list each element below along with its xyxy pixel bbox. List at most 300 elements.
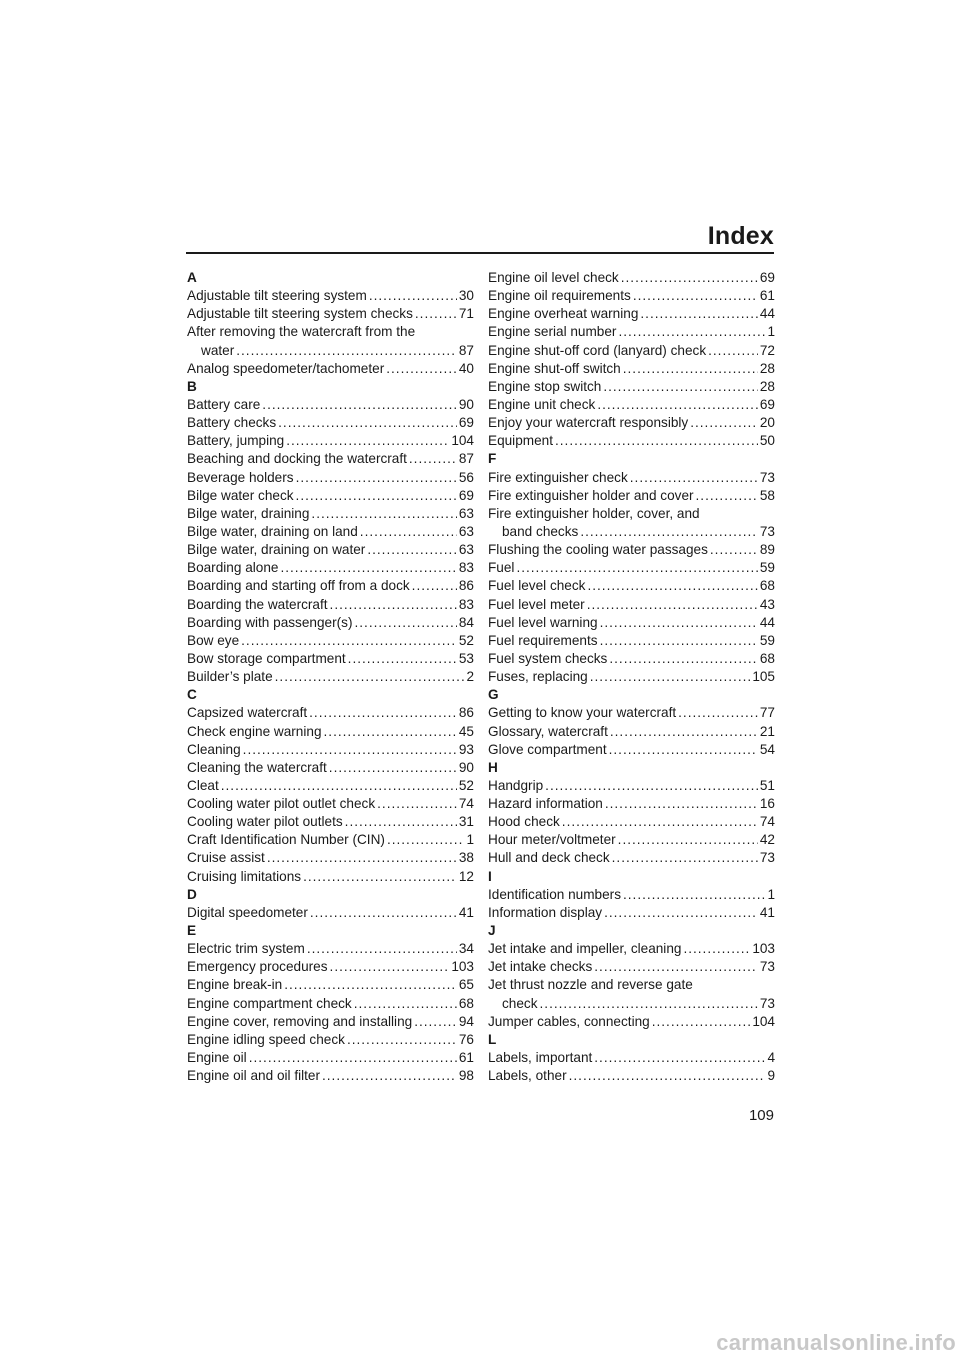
index-entry-page: 73 (759, 469, 775, 485)
index-entry-page: 74 (458, 796, 474, 812)
index-entry-page: 83 (458, 560, 474, 576)
index-entry-page: 68 (759, 650, 775, 666)
leader-dots (275, 668, 465, 686)
leader-dots (221, 777, 457, 795)
index-entry (187, 487, 474, 505)
index-entry-label: Enjoy your watercraft responsibly (488, 415, 689, 431)
index-entry-label: Analog speedometer/tachometer (187, 360, 385, 376)
index-entry-label: Adjustable tilt steering system checks (187, 306, 413, 322)
index-entry (488, 886, 775, 904)
index-entry-page: 16 (759, 796, 775, 812)
index-entry (187, 469, 474, 487)
leader-dots (618, 831, 758, 849)
index-entry-label: Beaching and docking the watercraft (187, 451, 407, 467)
index-entry (488, 559, 775, 577)
index-entry (187, 704, 474, 722)
leader-dots (286, 432, 449, 450)
leader-dots (367, 541, 457, 559)
leader-dots (618, 323, 765, 341)
index-letter-heading: C (187, 687, 197, 703)
index-entry-page: 61 (759, 288, 775, 304)
index-entry-page: 40 (458, 360, 474, 376)
index-entry-page: 77 (759, 705, 775, 721)
index-entry-label: Cleaning (187, 741, 241, 757)
index-entry-page: 63 (458, 542, 474, 558)
index-entry-label-continued: water (201, 342, 235, 358)
index-entry-label: Fuel (488, 560, 515, 576)
index-entry (488, 668, 775, 686)
index-entry (187, 305, 474, 323)
index-entry (187, 414, 474, 432)
index-letter-heading: G (488, 687, 499, 703)
index-entry-label: Labels, important (488, 1050, 593, 1066)
index-entry (488, 432, 775, 450)
index-entry-label: Equipment (488, 433, 553, 449)
index-entry-page: 104 (451, 433, 474, 449)
index-entry-page: 90 (458, 759, 474, 775)
index-entry-label: Cleaning the watercraft (187, 759, 327, 775)
leader-dots (623, 360, 758, 378)
leader-dots (640, 305, 757, 323)
index-entry-label: Cleat (187, 777, 219, 793)
index-entry (488, 305, 775, 323)
index-entry-label: Bilge water, draining on water (187, 542, 366, 558)
index-entry-label: Check engine warning (187, 723, 322, 739)
index-letter-heading: I (488, 868, 492, 884)
leader-dots (249, 1049, 457, 1067)
index-entry-page: 65 (458, 977, 474, 993)
leader-dots (311, 505, 456, 523)
index-entry-page: 21 (759, 723, 775, 739)
index-entry-page: 1 (767, 886, 775, 902)
index-entry-page: 52 (458, 632, 474, 648)
leader-dots (415, 305, 457, 323)
index-entry-label: Engine cover, removing and installing (187, 1013, 413, 1029)
index-entry-label: Fire extinguisher check (488, 469, 628, 485)
index-entry (187, 523, 474, 541)
leader-dots (377, 795, 457, 813)
index-entry-continuation (488, 523, 775, 541)
leader-dots (348, 650, 457, 668)
index-entry-label: Cruise assist (187, 850, 265, 866)
index-entry (488, 469, 775, 487)
leader-dots (330, 596, 457, 614)
leader-dots (310, 904, 457, 922)
index-entry-label: Engine oil (187, 1050, 247, 1066)
leader-dots (278, 414, 457, 432)
index-entry (488, 976, 775, 994)
leader-dots (594, 1049, 765, 1067)
leader-dots (603, 378, 758, 396)
index-entry (488, 795, 775, 813)
index-entry (488, 850, 775, 868)
index-entry-label: Boarding and starting off from a dock (187, 578, 410, 594)
index-letter-heading: A (187, 270, 197, 285)
index-entry-page: 74 (759, 814, 775, 830)
leader-dots (696, 487, 758, 505)
index-entry-label: Fuel system checks (488, 650, 608, 666)
index-entry-page: 87 (458, 451, 474, 467)
index-entry-label: Fuel level meter (488, 596, 585, 612)
index-entry-label: Engine oil and oil filter (187, 1068, 320, 1084)
index-entry-continuation (488, 995, 775, 1013)
index-entry (187, 577, 474, 595)
leader-dots (590, 668, 751, 686)
index-entry-page: 12 (458, 868, 474, 884)
index-entry-page: 103 (752, 941, 775, 957)
index-entry (187, 1067, 474, 1085)
index-entry (187, 741, 474, 759)
index-entry (488, 577, 775, 595)
leader-dots (708, 342, 758, 360)
index-entry (488, 269, 775, 287)
index-entry-label: Labels, other (488, 1068, 567, 1084)
index-entry-page: 68 (458, 995, 474, 1011)
index-entry-label: Engine overheat warning (488, 306, 639, 322)
index-entry-label: Builder’s plate (187, 669, 273, 685)
index-entry-label: Fuel level warning (488, 614, 598, 630)
leader-dots (562, 813, 758, 831)
leader-dots (605, 795, 758, 813)
index-entry (187, 632, 474, 650)
leader-dots (569, 1067, 766, 1085)
page-title: Index (707, 222, 774, 250)
index-entry (187, 668, 474, 686)
index-entry-label: Fire extinguisher holder, cover, and (488, 505, 700, 521)
leader-dots (412, 577, 457, 595)
index-entry (187, 650, 474, 668)
index-entry (488, 813, 775, 831)
index-entry-label: Digital speedometer (187, 904, 308, 920)
index-entry-page: 52 (458, 777, 474, 793)
index-entry (488, 396, 775, 414)
leader-dots (610, 723, 758, 741)
index-entry-label: Hour meter/voltmeter (488, 832, 616, 848)
index-entry-label: Engine idling speed check (187, 1031, 345, 1047)
leader-dots (309, 704, 457, 722)
leader-dots (609, 650, 758, 668)
index-entry-label: Emergency procedures (187, 959, 328, 975)
leader-dots (296, 487, 457, 505)
index-entry (488, 632, 775, 650)
index-entry (488, 940, 775, 958)
index-column-left (187, 269, 474, 1085)
index-entry (488, 1049, 775, 1067)
index-entry-page: 98 (458, 1068, 474, 1084)
index-letter-heading: B (187, 378, 197, 394)
index-entry-label: Battery checks (187, 415, 277, 431)
index-entry-label: Engine shut-off switch (488, 360, 621, 376)
leader-dots (347, 1031, 457, 1049)
index-entry-page: 103 (451, 959, 474, 975)
index-entry-label: Hood check (488, 814, 560, 830)
leader-dots (414, 1013, 457, 1031)
index-entry-page: 84 (458, 614, 474, 630)
index-entry (187, 432, 474, 450)
leader-dots (633, 287, 758, 305)
index-letter-heading: E (187, 923, 197, 939)
leader-dots (604, 904, 758, 922)
index-entry-page: 1 (466, 832, 474, 848)
index-entry-page: 20 (759, 415, 775, 431)
index-entry (187, 1049, 474, 1067)
index-entry-label: Bow storage compartment (187, 650, 346, 666)
leader-dots (307, 940, 457, 958)
index-entry (187, 360, 474, 378)
leader-dots (516, 559, 757, 577)
index-entry (187, 541, 474, 559)
index-entry-page: 28 (759, 378, 775, 394)
index-entry-label: Jet intake and impeller, cleaning (488, 941, 682, 957)
leader-dots (587, 577, 757, 595)
index-entry (488, 723, 775, 741)
index-entry-label: Jumper cables, connecting (488, 1013, 650, 1029)
leader-dots (262, 396, 457, 414)
index-entry-page: 50 (759, 433, 775, 449)
index-entry-page: 73 (759, 523, 775, 539)
index-entry-page: 59 (759, 632, 775, 648)
index-letter-heading: H (488, 759, 498, 775)
index-entry-label: Battery, jumping (187, 433, 285, 449)
index-entry (187, 831, 474, 849)
index-entry-page: 43 (759, 596, 775, 612)
leader-dots (324, 723, 457, 741)
index-entry (187, 505, 474, 523)
index-entry (488, 831, 775, 849)
index-entry-continuation (187, 342, 474, 360)
index-entry (187, 868, 474, 886)
index-entry-label: Engine oil level check (488, 269, 619, 285)
index-entry-label: Cruising limitations (187, 868, 302, 884)
leader-dots (612, 849, 758, 867)
leader-dots (360, 523, 457, 541)
leader-dots (303, 868, 457, 886)
index-entry-label: Getting to know your watercraft (488, 705, 677, 721)
index-entry-label: Engine unit check (488, 396, 596, 412)
index-letter-heading: J (488, 923, 496, 939)
index-entry-page: 45 (458, 723, 474, 739)
index-entry (187, 287, 474, 305)
index-entry (488, 378, 775, 396)
index-entry-page: 73 (759, 995, 775, 1011)
index-entry (488, 958, 775, 976)
index-entry-page: 51 (759, 777, 775, 793)
leader-dots (600, 632, 758, 650)
leader-dots (678, 704, 758, 722)
index-entry-page: 73 (759, 850, 775, 866)
index-entry (187, 795, 474, 813)
index-entry-page: 44 (759, 306, 775, 322)
index-entry (187, 1031, 474, 1049)
leader-dots (267, 849, 457, 867)
index-entry-page: 63 (458, 523, 474, 539)
index-entry-page: 9 (767, 1068, 775, 1084)
leader-dots (630, 469, 758, 487)
index-entry (187, 723, 474, 741)
leader-dots (594, 958, 758, 976)
index-entry-label: Engine oil requirements (488, 288, 631, 304)
index-entry-page: 94 (458, 1013, 474, 1029)
leader-dots (330, 958, 450, 976)
index-entry-label: Engine stop switch (488, 378, 602, 394)
index-entry-label: After removing the watercraft from the (187, 324, 416, 340)
index-entry (187, 759, 474, 777)
index-entry (187, 559, 474, 577)
index-entry (187, 813, 474, 831)
index-entry-page: 41 (759, 904, 775, 920)
index-entry-label: Fire extinguisher holder and cover (488, 487, 694, 503)
index-entry-page: 28 (759, 360, 775, 376)
index-entry (488, 414, 775, 432)
leader-dots (369, 287, 457, 305)
index-entry-page: 58 (759, 487, 775, 503)
leader-dots (555, 432, 758, 450)
leader-dots (386, 360, 457, 378)
index-entry-label: Information display (488, 904, 603, 920)
index-entry (488, 360, 775, 378)
leader-dots (329, 759, 457, 777)
index-entry-label: Hazard information (488, 796, 603, 812)
index-entry-label: Jet intake checks (488, 959, 593, 975)
index-entry-page: 34 (458, 941, 474, 957)
index-entry (488, 287, 775, 305)
index-entry-label: Adjustable tilt steering system (187, 288, 367, 304)
leader-dots (623, 886, 765, 904)
leader-dots (387, 831, 465, 849)
index-entry (187, 396, 474, 414)
index-entry-label: Glove compartment (488, 741, 607, 757)
index-entry-page: 69 (458, 487, 474, 503)
index-entry-label: Bilge water, draining on land (187, 523, 358, 539)
index-entry (187, 614, 474, 632)
index-entry-label: Capsized watercraft (187, 705, 308, 721)
index-entry-label: Jet thrust nozzle and reverse gate (488, 977, 693, 993)
index-entry-page: 69 (458, 415, 474, 431)
index-entry-page: 31 (458, 814, 474, 830)
leader-dots (296, 469, 457, 487)
index-entry-label: Hull and deck check (488, 850, 610, 866)
leader-dots (609, 741, 758, 759)
index-entry (187, 450, 474, 468)
leader-dots (690, 414, 758, 432)
index-entry-page: 2 (466, 669, 474, 685)
index-entry (488, 323, 775, 341)
index-entry (187, 995, 474, 1013)
index-entry-label: Engine break-in (187, 977, 283, 993)
index-entry-page: 93 (458, 741, 474, 757)
index-entry (187, 1013, 474, 1031)
index-entry-label: Bilge water check (187, 487, 294, 503)
index-entry-page: 42 (759, 832, 775, 848)
leader-dots (322, 1067, 457, 1085)
index-entry (488, 614, 775, 632)
index-entry-label-continued: check (502, 995, 538, 1011)
index-entry-label: Boarding the watercraft (187, 596, 328, 612)
index-letter-heading: F (488, 451, 497, 467)
leader-dots (345, 813, 457, 831)
leader-dots (280, 559, 456, 577)
index-entry (187, 940, 474, 958)
index-entry-page: 63 (458, 505, 474, 521)
index-entry-label: Fuel requirements (488, 632, 598, 648)
index-entry (187, 904, 474, 922)
index-entry (488, 596, 775, 614)
page-number: 109 (748, 1107, 774, 1124)
leader-dots (597, 396, 758, 414)
index-entry-page: 30 (458, 288, 474, 304)
index-entry (187, 777, 474, 795)
index-entry-label: Engine compartment check (187, 995, 352, 1011)
index-entry (187, 850, 474, 868)
index-entry (187, 976, 474, 994)
index-entry-page: 71 (458, 306, 474, 322)
index-entry-page: 86 (458, 578, 474, 594)
index-entry-page: 73 (759, 959, 775, 975)
index-entry-page: 53 (458, 650, 474, 666)
index-entry (488, 541, 775, 559)
index-entry (488, 650, 775, 668)
index-entry-label-continued: band checks (502, 523, 579, 539)
index-entry-label: Fuses, replacing (488, 669, 588, 685)
index-entry-page: 44 (759, 614, 775, 630)
leader-dots (236, 342, 457, 360)
leader-dots (580, 523, 758, 541)
leader-dots (241, 632, 457, 650)
index-entry-label: Engine shut-off cord (lanyard) check (488, 342, 707, 358)
index-entry-page: 83 (458, 596, 474, 612)
index-entry-label: Boarding with passenger(s) (187, 614, 353, 630)
leader-dots (683, 940, 750, 958)
index-entry-page: 89 (759, 542, 775, 558)
index-entry-label: Boarding alone (187, 560, 279, 576)
leader-dots (652, 1013, 751, 1031)
index-entry-page: 72 (759, 342, 775, 358)
index-entry (187, 596, 474, 614)
index-entry-page: 86 (458, 705, 474, 721)
index-letter-heading: L (488, 1031, 497, 1047)
title-rule (186, 252, 774, 254)
index-entry-label: Glossary, watercraft (488, 723, 608, 739)
index-entry-page: 68 (759, 578, 775, 594)
index-entry-page: 61 (458, 1050, 474, 1066)
index-entry-page: 4 (767, 1050, 775, 1066)
index-entry (488, 741, 775, 759)
watermark: carmanualsonline.info (716, 1330, 956, 1355)
index-entry-page: 69 (759, 396, 775, 412)
index-entry-page: 38 (458, 850, 474, 866)
index-entry-label: Identification numbers (488, 886, 621, 902)
index-entry-page: 105 (752, 669, 775, 685)
index-entry (488, 487, 775, 505)
index-entry (187, 323, 474, 341)
index-column-right (488, 269, 775, 1085)
index-entry-label: Craft Identification Number (CIN) (187, 832, 385, 848)
index-entry-label: Cooling water pilot outlets (187, 814, 343, 830)
index-entry (488, 1067, 775, 1085)
leader-dots (284, 976, 457, 994)
leader-dots (354, 995, 457, 1013)
index-entry-page: 41 (458, 904, 474, 920)
leader-dots (621, 269, 758, 287)
index-entry-label: Beverage holders (187, 469, 294, 485)
index-entry-page: 87 (458, 342, 474, 358)
index-entry-page: 1 (767, 324, 775, 340)
leader-dots (540, 995, 758, 1013)
index-entry-label: Fuel level check (488, 578, 586, 594)
index-entry-page: 59 (759, 560, 775, 576)
index-entry-label: Bow eye (187, 632, 240, 648)
leader-dots (409, 450, 457, 468)
